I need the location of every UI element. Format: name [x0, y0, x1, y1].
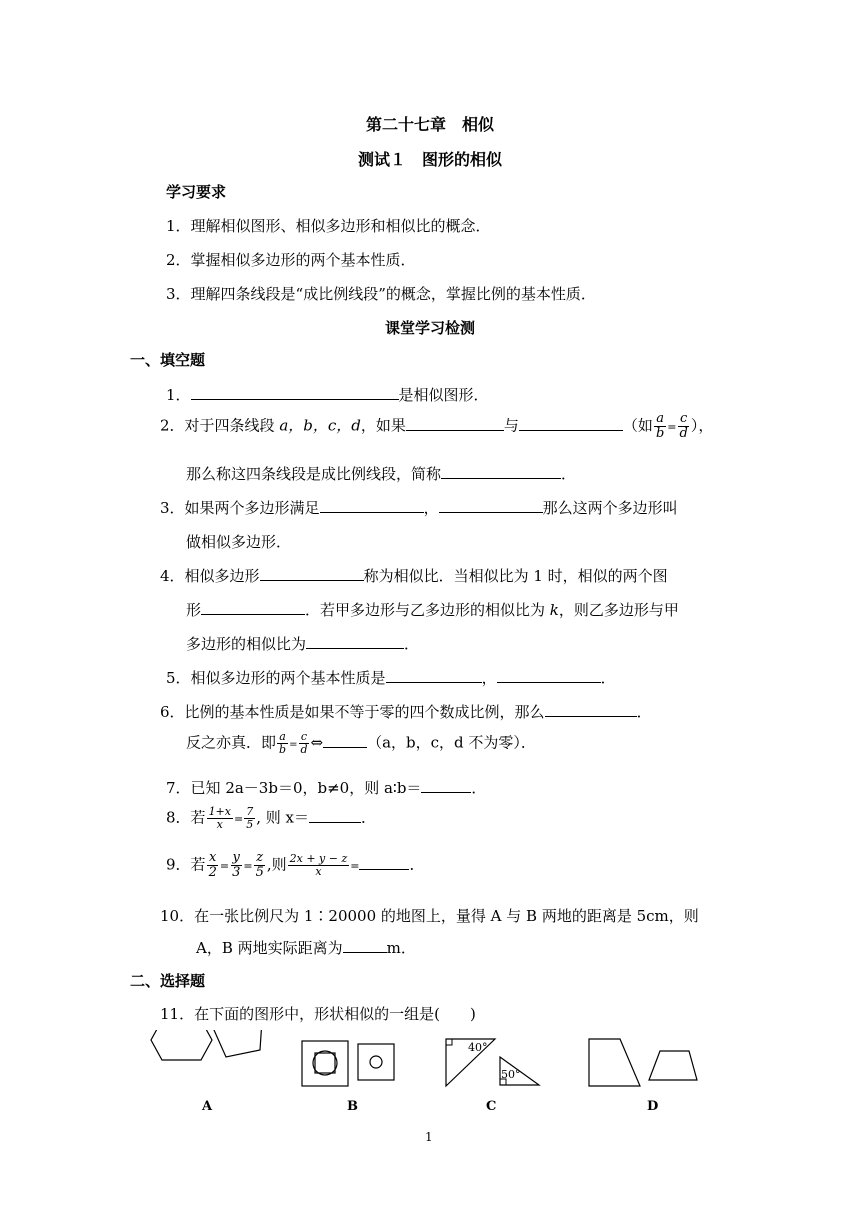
equals-sign: =	[233, 812, 244, 826]
question-number: 3．	[160, 499, 185, 517]
question-text: 如果两个多边形满足	[184, 499, 320, 517]
question-text: 那么这两个多边形叫	[542, 499, 678, 517]
question-11	[160, 1003, 476, 1024]
fraction: $\frac{a}{b}$	[655, 411, 665, 441]
answer-blank[interactable]	[320, 498, 424, 513]
question-text: ，	[481, 669, 497, 687]
question-text: ．	[561, 465, 577, 483]
question-number: 4．	[160, 567, 185, 585]
answer-blank[interactable]	[421, 778, 471, 793]
question-text: ，	[423, 499, 439, 517]
question-text: 那么称这四条线段是成比例线段，简称	[186, 465, 442, 483]
answer-blank[interactable]	[260, 566, 364, 581]
question-number: 10．	[160, 907, 195, 925]
answer-blank[interactable]	[519, 416, 623, 431]
question-text: ），	[690, 416, 714, 435]
question-number: 7．	[166, 779, 191, 797]
option-b-figure[interactable]	[302, 1041, 394, 1086]
question-text: ．	[636, 703, 652, 721]
part2-heading: 二、选择题	[130, 972, 206, 990]
question-text: ．	[409, 855, 425, 874]
option-d-label: D	[647, 1099, 659, 1114]
answer-blank[interactable]	[545, 702, 637, 717]
question-text: 若	[190, 855, 206, 874]
fraction: $\frac{2x + y - z}{x}$	[289, 852, 348, 878]
variable: k	[549, 601, 559, 619]
question-10	[160, 905, 699, 926]
option-b-label: B	[347, 1099, 358, 1114]
question-text: 在下面的图形中，形状相似的一组是( )	[194, 1005, 476, 1023]
part1-heading: 一、填空题	[130, 351, 206, 369]
question-3-line2: 做相似多边形．	[186, 533, 292, 551]
question-number: 11．	[160, 1005, 195, 1023]
question-number: 8．	[166, 808, 191, 827]
question-number: 6．	[160, 703, 185, 721]
requirement-item-3: 3．理解四条线段是“成比例线段”的概念，掌握比例的基本性质．	[166, 285, 596, 303]
page-number: 1	[425, 1130, 433, 1144]
question-9	[166, 851, 425, 880]
answer-blank[interactable]	[201, 600, 305, 615]
question-text: （如	[622, 416, 653, 435]
answer-blank[interactable]	[497, 668, 601, 683]
option-c-figure[interactable]	[446, 1039, 539, 1086]
question-text: 相似多边形的两个基本性质是	[190, 669, 386, 687]
fraction: $\frac{c}{d}$	[679, 411, 688, 441]
equals-sign: =	[243, 859, 253, 873]
question-8	[166, 806, 376, 831]
figure-options	[0, 1030, 860, 1120]
answer-blank[interactable]	[309, 808, 361, 823]
question-text: 反之亦真．即	[186, 733, 277, 752]
chapter-title: 第二十七章 相似	[365, 115, 494, 134]
requirements-heading: 学习要求	[166, 183, 227, 201]
question-text: 在一张比例尺为 1∶20000 的地图上，量得 A 与 B 两地的距离是 5cm，则	[194, 907, 699, 925]
question-text: A，B 两地实际距离为	[196, 939, 343, 957]
question-text: 对于四条线段	[184, 416, 280, 435]
fraction: $\frac{x}{2}$	[208, 850, 217, 880]
answer-blank[interactable]	[441, 464, 561, 479]
variables: a，b，c，d	[279, 416, 361, 435]
angle-label-50: 50°	[501, 1068, 521, 1081]
option-c-label: C	[486, 1099, 497, 1114]
question-10-line2	[196, 937, 416, 958]
question-4	[160, 565, 668, 586]
answer-blank[interactable]	[406, 416, 504, 431]
question-4-line3	[186, 633, 419, 654]
question-6-line2	[186, 731, 536, 756]
question-6	[160, 701, 652, 722]
requirement-item-2: 2．掌握相似多边形的两个基本性质．	[166, 251, 416, 269]
question-7	[166, 777, 486, 798]
question-text: ．	[471, 779, 487, 797]
section-heading: 课堂学习检测	[384, 319, 475, 337]
question-text: ．	[404, 635, 420, 653]
fraction: $\frac{z}{5}$	[255, 850, 264, 880]
question-1	[166, 384, 489, 405]
answer-blank[interactable]	[191, 385, 399, 400]
question-5	[166, 667, 616, 688]
question-text: 已知 2a－3b＝0，b≠0，则 a∶b＝	[190, 779, 422, 797]
answer-blank[interactable]	[359, 855, 409, 870]
answer-blank[interactable]	[439, 498, 543, 513]
question-text: 比例的基本性质是如果不等于零的四个数成比例，那么	[184, 703, 545, 721]
fraction: $\frac{y}{3}$	[232, 850, 241, 880]
question-text: 多边形的相似比为	[186, 635, 307, 653]
question-2-line2	[186, 463, 576, 484]
question-text: 若	[190, 808, 206, 827]
fraction: $\frac{7}{5}$	[246, 805, 254, 831]
question-text: ，如果	[360, 416, 406, 435]
option-d-figure[interactable]	[589, 1039, 697, 1086]
fraction: $\frac{a}{b}$	[279, 730, 287, 756]
option-a-figure[interactable]	[151, 1030, 262, 1060]
equals-sign: =	[667, 420, 677, 434]
question-text: 形	[186, 601, 202, 619]
requirement-item-1: 1．理解相似图形、相似多边形和相似比的概念．	[166, 217, 491, 235]
answer-blank[interactable]	[386, 668, 482, 683]
question-4-line2	[186, 599, 679, 620]
iff-arrow: ⇔	[310, 733, 324, 752]
question-text: m．	[386, 939, 416, 957]
answer-blank[interactable]	[323, 733, 367, 748]
option-a-label: A	[202, 1099, 213, 1114]
answer-blank[interactable]	[306, 634, 404, 649]
fraction: $\frac{c}{d}$	[300, 730, 308, 756]
question-text: ．	[360, 808, 376, 827]
question-3	[160, 497, 678, 518]
equals-sign: =	[350, 859, 360, 873]
question-number: 5．	[166, 669, 191, 687]
question-number: 2．	[160, 416, 185, 435]
question-text: ,则	[266, 855, 287, 874]
answer-blank[interactable]	[343, 938, 387, 953]
test-title: 测试１ 图形的相似	[357, 150, 502, 169]
angle-label-40: 40°	[468, 1041, 488, 1054]
question-text: （a，b，c，d 不为零）．	[367, 733, 536, 752]
fraction: $\frac{1+x}{x}$	[208, 805, 231, 831]
question-text: ．	[600, 669, 616, 687]
question-text: ，则乙多边形与甲	[558, 601, 679, 619]
question-text: 相似多边形	[184, 567, 260, 585]
question-number: 1．	[166, 386, 191, 404]
question-text: ．若甲多边形与乙多边形的相似比为	[305, 601, 550, 619]
equals-sign: =	[219, 859, 230, 873]
question-text: 是相似图形．	[398, 386, 489, 404]
question-2	[160, 412, 713, 441]
question-text: 与	[503, 416, 519, 435]
equals-sign: =	[289, 739, 298, 751]
question-number: 9．	[166, 855, 191, 874]
question-text: 称为相似比．当相似比为 1 时，相似的两个图	[363, 567, 668, 585]
question-text: , 则 x＝	[256, 808, 309, 827]
